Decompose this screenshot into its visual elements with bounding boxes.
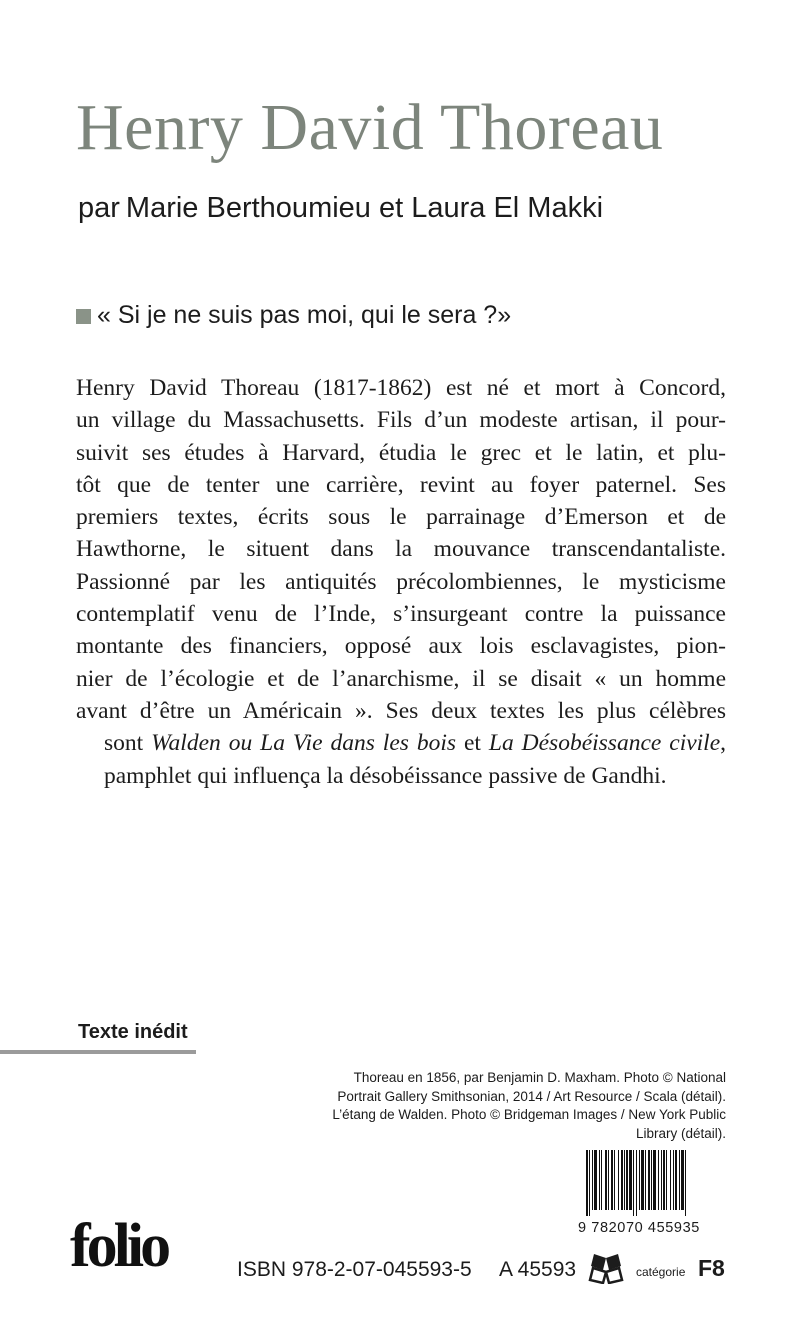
credit-line: L’étang de Walden. Photo © Bridgeman Images / New York Public	[332, 1107, 726, 1122]
barcode-bar	[624, 1150, 625, 1210]
summary-line: Henry David Thoreau (1817-1862) est né et mort à Concord,	[76, 375, 726, 401]
publisher-logo: folio	[70, 1212, 168, 1280]
summary-line-works	[76, 727, 726, 759]
credit-line: Portrait Gallery Smithsonian, 2014 / Art Resource / Scala (détail).	[337, 1088, 726, 1104]
barcode-bar	[594, 1150, 597, 1210]
barcode-bar	[658, 1150, 659, 1210]
barcode-bar	[611, 1150, 613, 1210]
barcode-bar	[636, 1150, 637, 1216]
barcode-bar	[666, 1150, 667, 1210]
barcode-bar	[641, 1150, 644, 1210]
barcode-digits: 9 782070 455935	[578, 1220, 700, 1236]
edition-note: Texte inédit	[78, 1021, 188, 1043]
barcode-bar	[618, 1150, 619, 1210]
summary-line: avant d’être un Américain ». Ses deux textes les plus célèbres	[76, 697, 726, 724]
barcode-bar	[648, 1150, 650, 1210]
summary-line: tôt que de tenter une carrière, revint au foyer paternel. Ses	[76, 471, 726, 498]
barcode-bar	[601, 1150, 602, 1210]
authors-line	[78, 188, 758, 228]
barcode-bar	[685, 1150, 686, 1216]
summary-line: pamphlet qui influença la désobéissance passive de Gandhi.	[104, 762, 667, 789]
photo-credits	[262, 1069, 726, 1143]
barcode-bar	[608, 1150, 609, 1210]
summary-text: et	[463, 730, 481, 757]
epigraph	[76, 297, 756, 333]
product-code: A 45593	[499, 1258, 577, 1281]
barcode-bar	[599, 1150, 600, 1210]
barcode-bar	[633, 1150, 634, 1216]
summary-paragraph	[76, 372, 726, 792]
category-code: F8	[698, 1255, 725, 1281]
barcode-bar	[639, 1150, 640, 1210]
work-title-walden: Walden ou La Vie dans les bois	[151, 730, 457, 757]
open-book-icon	[588, 1252, 624, 1284]
barcode-bar	[651, 1150, 652, 1210]
summary-line: suivit ses études à Harvard, étudia le grec et le latin, et plu-	[76, 439, 726, 466]
summary-line: premiers textes, écrits sous le parrainage d’Emerson et de	[76, 504, 726, 531]
summary-line: un village du Massachusetts. Fils d’un modeste artisan, il pour-	[76, 407, 726, 434]
barcode-bars	[586, 1150, 686, 1216]
barcode-bar	[681, 1150, 684, 1210]
barcode-bar	[614, 1150, 615, 1210]
summary-line: contemplatif venu de l’Inde, s’insurgeant contre la puissance	[76, 601, 726, 628]
barcode-bar	[675, 1150, 677, 1210]
credit-line: Thoreau en 1856, par Benjamin D. Maxham. Photo © National	[353, 1070, 726, 1085]
barcode-bar	[586, 1150, 588, 1216]
book-title: Henry David Thoreau	[76, 91, 664, 164]
summary-line: Hawthorne, le situent dans la mouvance transcendantaliste.	[76, 536, 726, 563]
isbn: ISBN 978-2-07-045593-5	[237, 1258, 472, 1281]
barcode-bar	[589, 1150, 590, 1216]
authors-prefix: par	[78, 192, 120, 224]
summary-line: montante des financiers, opposé aux lois esclavagistes, pion-	[76, 633, 726, 660]
barcode-bar	[673, 1150, 674, 1210]
barcode-bar	[592, 1150, 593, 1210]
category-label: catégorie	[636, 1265, 686, 1279]
work-title-desobeissance: La Désobéissance civile	[488, 730, 721, 757]
authors-names: Marie Berthoumieu et Laura El Makki	[125, 192, 604, 224]
square-bullet-icon	[76, 309, 91, 324]
barcode-bar	[629, 1150, 632, 1210]
barcode-bar	[679, 1150, 680, 1210]
summary-line: nier de l’écologie et de l’anarchisme, il se disait « un homme	[76, 665, 726, 692]
credit-line: Library (détail).	[635, 1125, 726, 1141]
summary-line: Passionné par les antiquités précolombiennes, le mysticisme	[76, 568, 726, 595]
barcode-bar	[645, 1150, 646, 1210]
divider-rule	[0, 1050, 196, 1054]
barcode-bar	[670, 1150, 671, 1210]
barcode	[576, 1150, 728, 1236]
summary-text: ,	[720, 730, 727, 757]
summary-text: sont	[104, 730, 144, 757]
barcode-bar	[605, 1150, 607, 1210]
epigraph-quote: « Si je ne suis pas moi, qui le sera ?»	[97, 301, 512, 329]
barcode-bar	[663, 1150, 665, 1210]
barcode-bar	[661, 1150, 662, 1210]
barcode-bar	[626, 1150, 628, 1210]
barcode-bar	[621, 1150, 623, 1210]
barcode-bar	[653, 1150, 656, 1210]
